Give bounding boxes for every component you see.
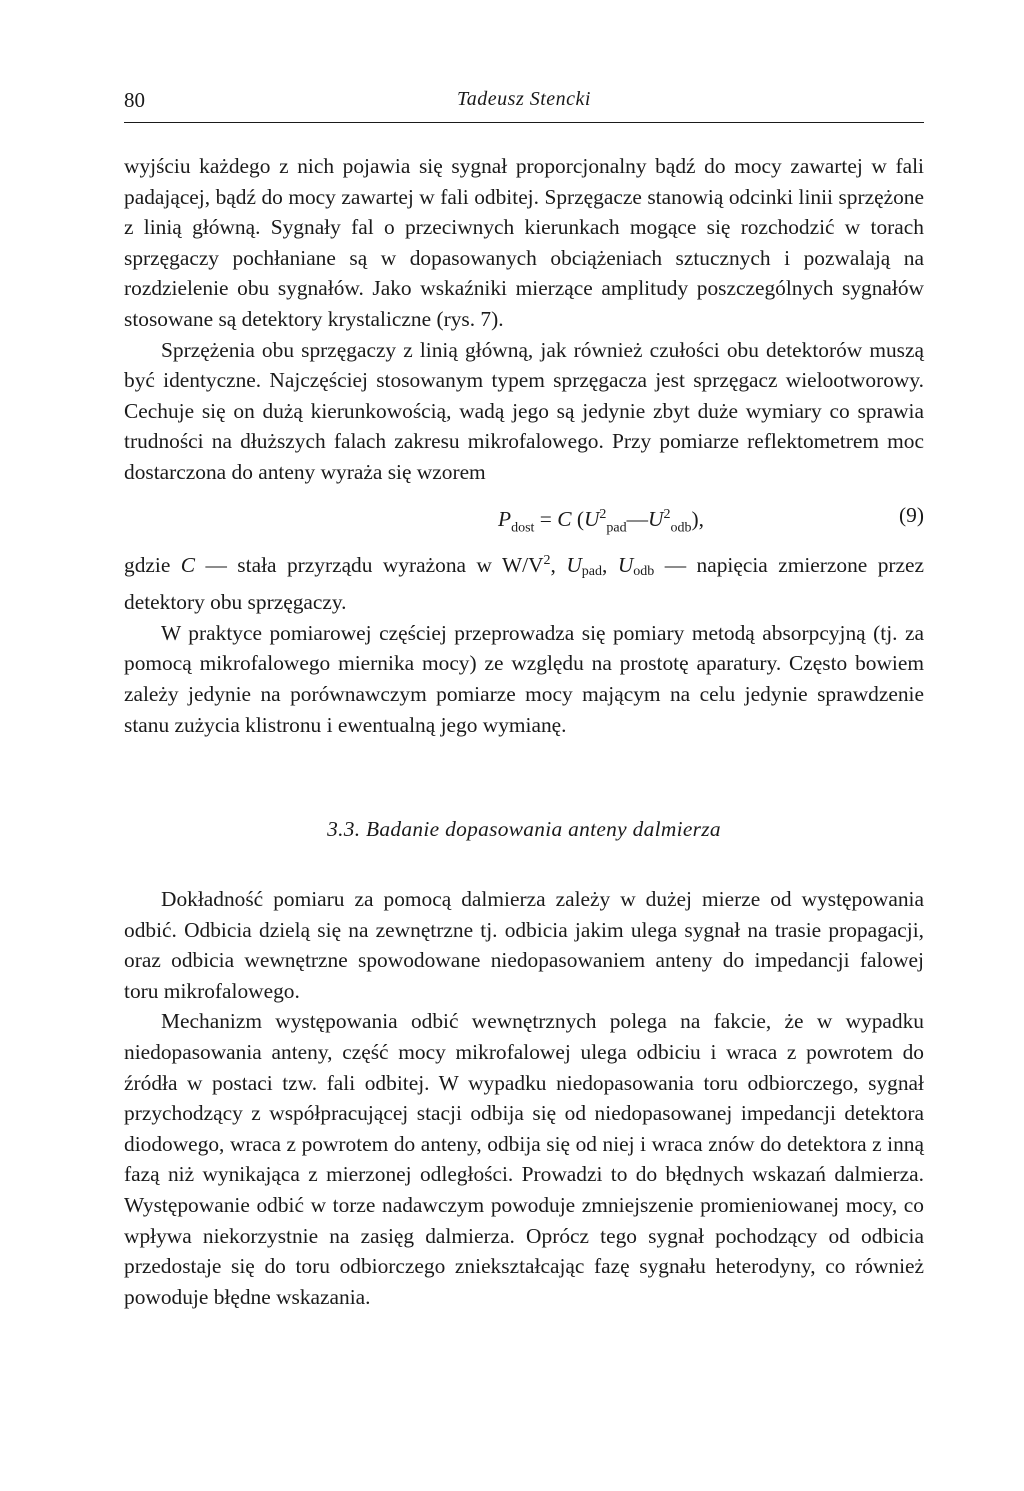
formula-u2: U xyxy=(648,506,664,531)
body-text xyxy=(124,151,924,1312)
page-header xyxy=(124,86,924,123)
formula-u1: U xyxy=(583,506,600,531)
p3-u2: U xyxy=(617,552,634,577)
p3-desc1: — stała przyrządu wyrażona w W/V xyxy=(195,552,544,577)
p3-square: 2 xyxy=(543,552,551,568)
paragraph-4: W praktyce pomiarowej częściej przeprowadza się pomiary metodą absorpcyjną (tj. za pomocą mikrofalowego miernika mocy) ze względu na prostotę aparatury. Często bowiem zależy jedynie na porównawczym pomiarze mocy mającym na celu jedynie sprawdzenie stanu zużycia klistronu i ewentualną jego wymianę. xyxy=(124,620,924,737)
equation-number: (9) xyxy=(899,502,924,527)
power-formula xyxy=(498,492,704,551)
page-number: 80 xyxy=(124,88,145,112)
p3-c: C xyxy=(180,552,196,577)
formula-p-sub: dost xyxy=(511,519,535,535)
formula-open: ( xyxy=(571,506,584,531)
p3-comma: , xyxy=(550,552,567,577)
page xyxy=(124,86,924,1312)
p3-u1-sub: pad xyxy=(581,563,603,579)
formula-u2-sup: 2 xyxy=(663,506,671,522)
formula-close: ), xyxy=(691,506,704,531)
p3-desc2: — napięcia zmierzone przez detektory obu sprzęgaczy. xyxy=(124,552,925,615)
paragraph-1: wyjściu każdego z nich pojawia się sygnał proporcjonalny bądź do mocy zawartej w fali padającej, bądź do mocy zawartej w fali odbitej. Sprzęgacze stanowią odcinki linii sprzężone z linią główną. Sygnały fal o przeciwnych kierunkach mogące się rozchodzić w torach sprzęgaczy pochłaniane są w dopasowanych obciążeniach sztucznych i pozwalają na rozdzielenie obu sygnałów. Jako wskaźniki mierzące amplitudy poszczególnych sygnałów stosowane są detektory krystaliczne (rys. 7). xyxy=(124,154,924,331)
formula-u1-sup: 2 xyxy=(599,506,607,522)
paragraph-3 xyxy=(124,546,924,618)
formula-u1-sub: pad xyxy=(606,519,627,535)
paragraph-5: Dokładność pomiaru za pomocą dalmierza zależy w dużej mierze od występowania odbić. Odbicia dzielą się na zewnętrzne tj. odbicia jakim ulega sygnał na trasie propagacji, oraz odbicia wewnętrzne spowodowane niedopasowaniem anteny do impedancji falowej toru mikrofalowego. xyxy=(124,887,924,1003)
p3-gdzie: gdzie xyxy=(124,552,181,577)
p3-u1: U xyxy=(566,552,582,577)
formula-minus: — xyxy=(626,506,649,531)
p3-u2-sub: odb xyxy=(633,563,655,579)
paragraph-6: Mechanizm występowania odbić wewnętrznych polega na fakcie, że w wypadku niedopasowania anteny, część mocy mikrofalowej ulega odbiciu i wraca z powrotem do źródła w postaci tzw. fali odbitej. W wypadku niedopasowania toru odbiorczego, sygnał przychodzący z współpracującej stacji odbija się od niedopasowanej impedancji detektora diodowego, wraca z powrotem do anteny, odbija się od niej i wraca znów do detektora z inną fazą niż wynikająca z mierzonej odległości. Prowadzi to do błędnych wskazań dalmierza. Występowanie odbić w torze nadawczym powoduje zmniejszenie promieniowanej mocy, co wpływa niekorzystnie na zasięg dalmierza. Oprócz tego sygnał pochodzący od odbicia przedostaje się do toru odbiorczego zniekształcając fazę sygnału heterodyny, co również powoduje błędne wskazania. xyxy=(124,1009,924,1309)
paragraph-2: Sprzężenia obu sprzęgaczy z linią główną, jak również czułości obu detektorów muszą być identyczne. Najczęściej stosowanym typem sprzęgacza jest sprzęgacz wielootworowy. Cechuje się on dużą kierunkowością, wadą jego są jedynie zbyt duże wymiary co sprawia trudności na dłuższych falach zakresu mikrofalowego. Przy pomiarze reflektometrem moc dostarczona do anteny wyraża się wzorem xyxy=(124,337,924,484)
formula-p: P xyxy=(498,506,512,531)
formula-row xyxy=(124,492,924,538)
section-heading: 3.3. Badanie dopasowania anteny dalmierza xyxy=(327,817,721,842)
p3-sep: , xyxy=(602,552,618,577)
running-title: Tadeusz Stencki xyxy=(457,88,591,110)
formula-u2-sub: odb xyxy=(670,519,692,535)
formula-c: C xyxy=(557,506,572,531)
formula-equals: = xyxy=(534,506,558,531)
